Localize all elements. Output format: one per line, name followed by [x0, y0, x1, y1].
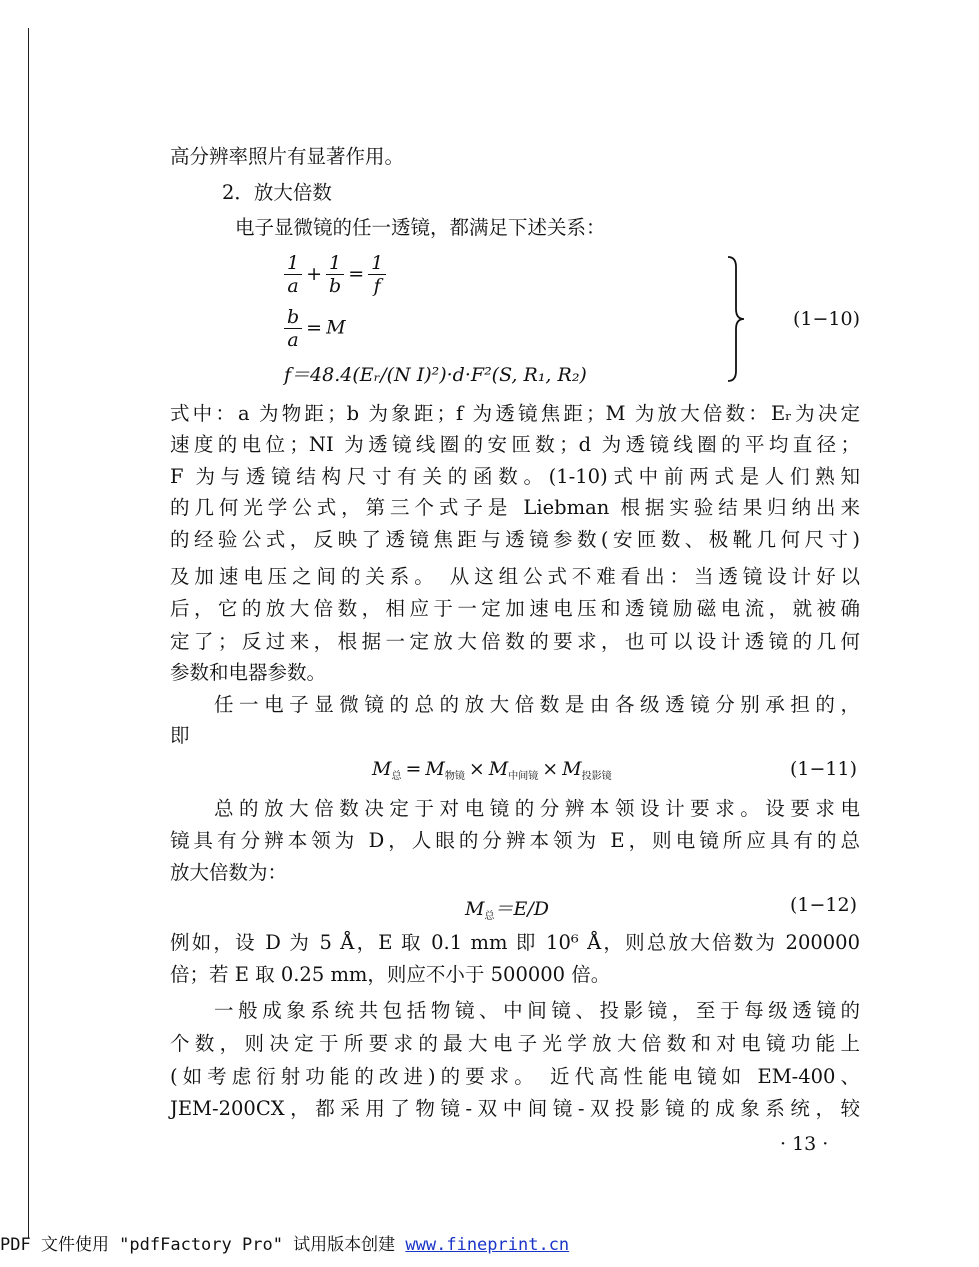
para1-line-8: 定了；反过来，根据一定放大倍数的要求，也可以设计透镜的几何 — [170, 630, 860, 653]
section-heading: 2．放大倍数 — [222, 181, 332, 204]
para3-line-3: 放大倍数为： — [170, 861, 288, 884]
para4-line-1: 例如，设 D 为 5 Å，E 取 0.1 mm 即 10⁶ Å，则总放大倍数为 200000 — [170, 931, 860, 954]
pdf-footer — [0, 1230, 569, 1255]
intro-line: 电子显微镜的任一透镜，都满足下述关系： — [235, 216, 606, 239]
para3-line-2: 镜具有分辨本领为 D，人眼的分辨本领为 E，则电镜所应具有的总 — [170, 829, 860, 852]
para3-line-1: 总的放大倍数决定于对电镜的分辨本领设计要求。设要求电 — [214, 797, 860, 820]
para2-line-1: 任一电子显微镜的总的放大倍数是由各级透镜分别承担的， — [214, 693, 860, 716]
para1-line-6: 及加速电压之间的关系。 从这组公式不难看出：当透镜设计好以 — [170, 565, 860, 588]
para5-line-2: 个数，则决定于所要求的最大电子光学放大倍数和对电镜功能上 — [170, 1032, 860, 1055]
para1-line-3: F 为与透镜结构尺寸有关的函数。(1-10)式中前两式是人们熟知 — [170, 465, 860, 488]
para1-line-4: 的几何光学公式，第三个式子是 Liebman 根据实验结果归纳出来 — [170, 496, 860, 519]
equation-1-12: $M_总=E/D$ — [465, 898, 549, 922]
eq-1-10-row2: $\frac{b}{a}$ = M — [284, 306, 346, 351]
para5-line-1: 一般成象系统共包括物镜、中间镜、投影镜，至于每级透镜的 — [214, 999, 860, 1022]
para2-line-2: 即 — [170, 724, 190, 747]
para1-line-2: 速度的电位；NI 为透镜线圈的安匝数；d 为透镜线圈的平均直径； — [170, 433, 860, 456]
para1-line-9: 参数和电器参数。 — [170, 661, 327, 684]
right-brace — [726, 255, 748, 385]
eq-1-11-number: (1−11) — [790, 758, 858, 780]
para1-line-1: 式中：a 为物距；b 为象距；f 为透镜焦距；M 为放大倍数：Eᵣ为决定 — [170, 402, 860, 425]
para1-line-5: 的经验公式，反映了透镜焦距与透镜参数(安匝数、极靴几何尺寸) — [170, 528, 860, 551]
eq-1-10-number: (1−10) — [793, 308, 861, 330]
footer-text: PDF 文件使用 "pdfFactory Pro" 试用版本创建 — [0, 1235, 406, 1255]
para4-line-2: 倍；若 E 取 0.25 mm，则应不小于 500000 倍。 — [170, 963, 611, 986]
para5-line-3: (如考虑衍射功能的改进)的要求。 近代高性能电镜如 EM-400、 — [170, 1065, 860, 1088]
page-number: · 13 · — [780, 1133, 829, 1155]
para1-line-7: 后，它的放大倍数，相应于一定加速电压和透镜励磁电流，就被确 — [170, 597, 860, 620]
eq-1-10-row3: f＝48.4(Eᵣ/(N I)²)·d·F²(S, R₁, R₂) — [284, 364, 587, 386]
paragraph-top: 高分辨率照片有显著作用。 — [170, 145, 405, 168]
footer-link[interactable]: www.fineprint.cn — [405, 1235, 570, 1255]
left-margin-rule — [28, 28, 29, 1238]
para5-line-4: JEM-200CX，都采用了物镜-双中间镜-双投影镜的成象系统，较 — [170, 1097, 860, 1120]
equation-1-11: $M_总 = M_{物镜} \times M_{中间镜} \times M_{投影镜}$ — [372, 758, 612, 782]
eq-1-12-number: (1−12) — [790, 894, 858, 916]
eq-1-10-row1: $\frac{1}{a}$ + $\frac{1}{b}$ = $\frac{1}{f}$ — [284, 252, 386, 297]
